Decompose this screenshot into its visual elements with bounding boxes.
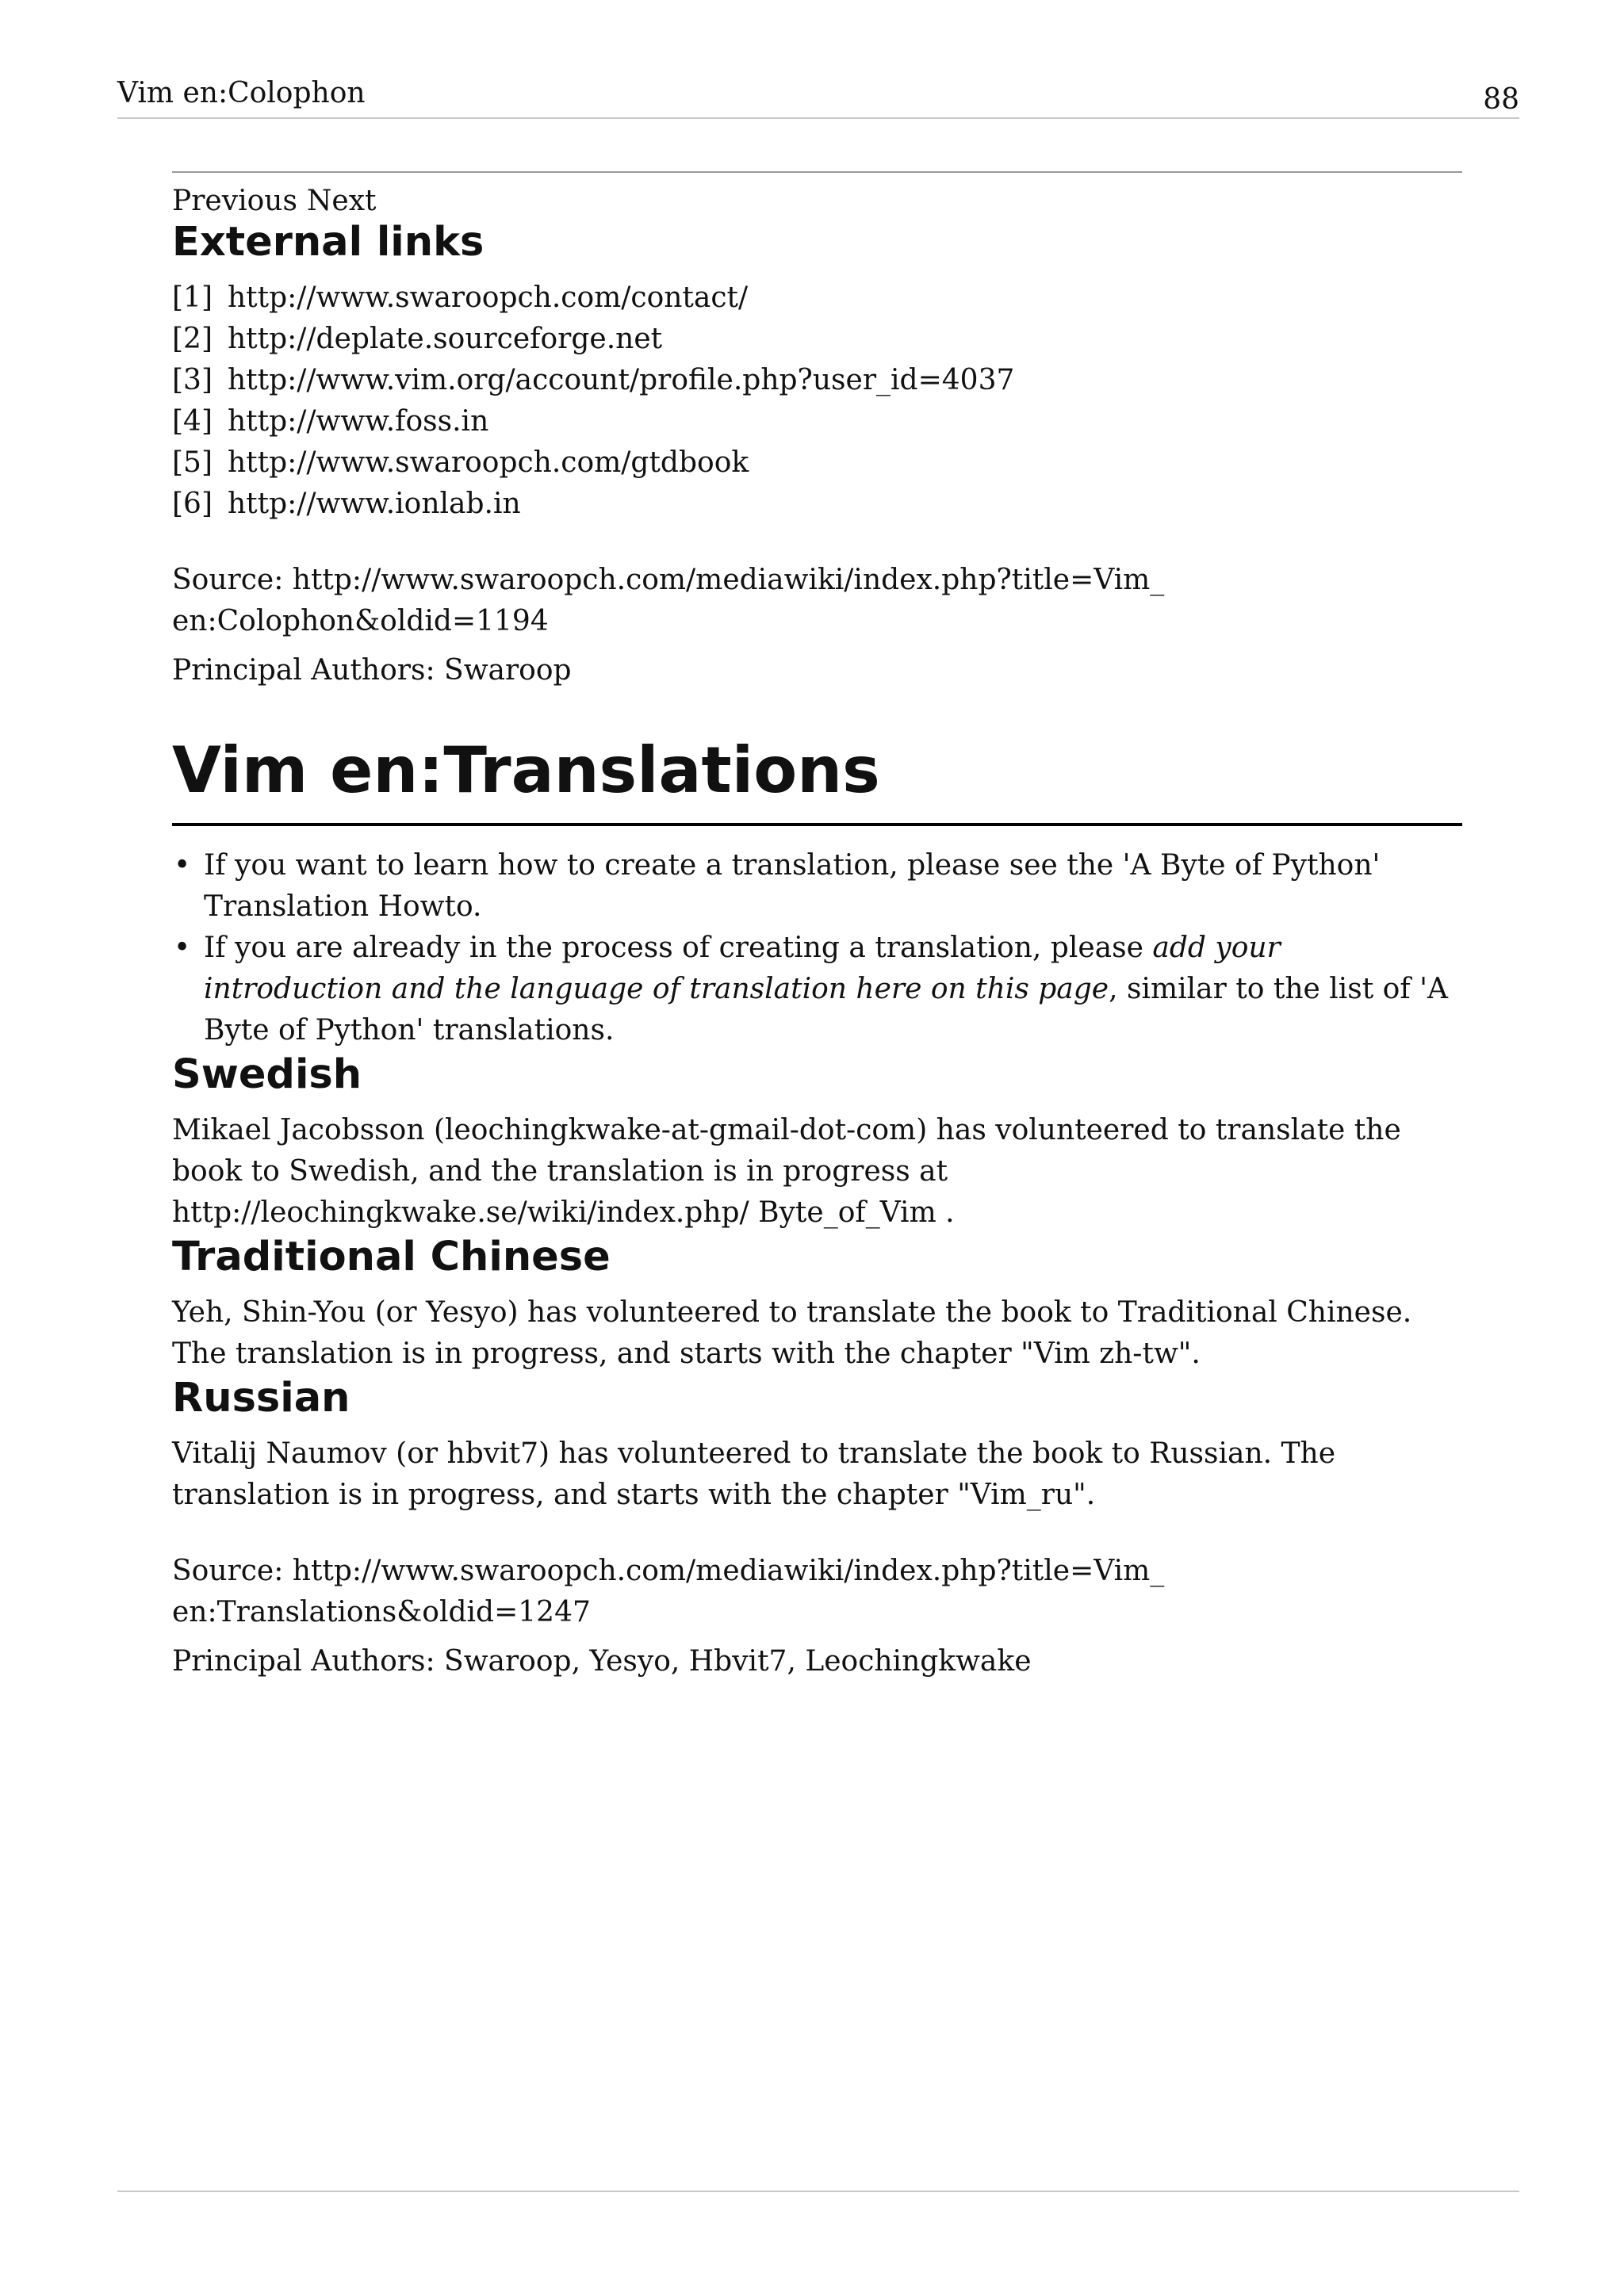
link-number: [2]	[172, 323, 213, 355]
bullet-item	[172, 928, 1462, 1051]
external-link-item	[172, 360, 1462, 401]
colophon-source	[172, 560, 1462, 642]
bullet-text: , similar to the list of 'A Byte of Python' translations.	[204, 973, 1448, 1047]
bullet-italic-text: add your introduction and the language of translation here on this page	[204, 932, 1281, 1005]
russian-text: Vitalij Naumov (or hbvit7) has volunteered to translate the book to Russian. The translation is in progress, and starts with the chapter "Vim_ru".	[172, 1437, 1336, 1511]
external-link[interactable]: http://www.vim.org/account/profile.php?user_id=4037	[228, 364, 1015, 396]
page-header	[117, 76, 1519, 119]
external-link[interactable]: http://www.swaroopch.com/gtdbook	[228, 446, 749, 479]
traditional-chinese-text: Yeh, Shin-You (or Yesyo) has volunteered to translate the book to Traditional Chinese. The translation is in progress, and starts with the chapter "Vim zh-tw".	[172, 1296, 1412, 1370]
external-link[interactable]: http://www.ionlab.in	[228, 488, 521, 520]
source-line[interactable]: en:Colophon&oldid=1194	[172, 605, 549, 637]
bullet-dot: •	[174, 849, 191, 882]
link-number: [1]	[172, 281, 213, 314]
translation-bullets	[172, 845, 1462, 1051]
running-title: Vim en:Colophon	[117, 77, 366, 109]
external-links-heading: External links	[172, 219, 485, 266]
external-link[interactable]: http://www.foss.in	[228, 405, 489, 438]
external-links-list	[172, 277, 1462, 525]
external-link[interactable]: http://www.swaroopch.com/contact/	[228, 281, 749, 314]
previous-link[interactable]: Previous	[172, 185, 297, 217]
next-link[interactable]: Next	[306, 185, 377, 217]
source-line[interactable]: Source: http://www.swaroopch.com/mediawiki/index.php?title=Vim_	[172, 1555, 1165, 1587]
link-number: [5]	[172, 446, 213, 479]
translations-authors: Principal Authors: Swaroop, Yesyo, Hbvit7, Leochingkwake	[172, 1645, 1032, 1678]
external-link-item	[172, 319, 1462, 360]
page-number: 88	[1483, 83, 1519, 116]
page-content	[172, 171, 1462, 1682]
colophon-authors: Principal Authors: Swaroop	[172, 654, 572, 687]
footer-divider	[117, 2191, 1519, 2192]
translations-source	[172, 1551, 1462, 1633]
russian-heading: Russian	[172, 1375, 350, 1422]
external-link-item	[172, 484, 1462, 525]
source-line[interactable]: en:Translations&oldid=1247	[172, 1596, 591, 1628]
link-number: [3]	[172, 364, 213, 396]
swedish-text: Mikael Jacobsson (leochingkwake-at-gmail-dot-com) has volunteered to translate the book to Swedish, and the translation is in progress at http://leochingkwake.se/wiki/index.php/ Byte_of_Vim .	[172, 1114, 1401, 1229]
external-link[interactable]: http://deplate.sourceforge.net	[228, 323, 663, 355]
bullet-item	[172, 845, 1462, 928]
traditional-chinese-heading: Traditional Chinese	[172, 1234, 611, 1280]
external-link-item	[172, 277, 1462, 319]
prev-next-nav	[172, 184, 1462, 219]
external-link-item	[172, 401, 1462, 442]
external-link-item	[172, 442, 1462, 484]
chapter-title: Vim en:Translations	[172, 733, 1462, 826]
bullet-text: If you want to learn how to create a translation, please see the 'A Byte of Python' Translation Howto.	[204, 849, 1381, 923]
bullet-dot: •	[174, 932, 191, 964]
top-divider	[172, 171, 1462, 173]
bullet-text: If you are already in the process of creating a translation, please	[204, 932, 1153, 964]
link-number: [6]	[172, 488, 213, 520]
link-number: [4]	[172, 405, 213, 438]
swedish-heading: Swedish	[172, 1051, 362, 1098]
source-line[interactable]: Source: http://www.swaroopch.com/mediawiki/index.php?title=Vim_	[172, 564, 1165, 596]
